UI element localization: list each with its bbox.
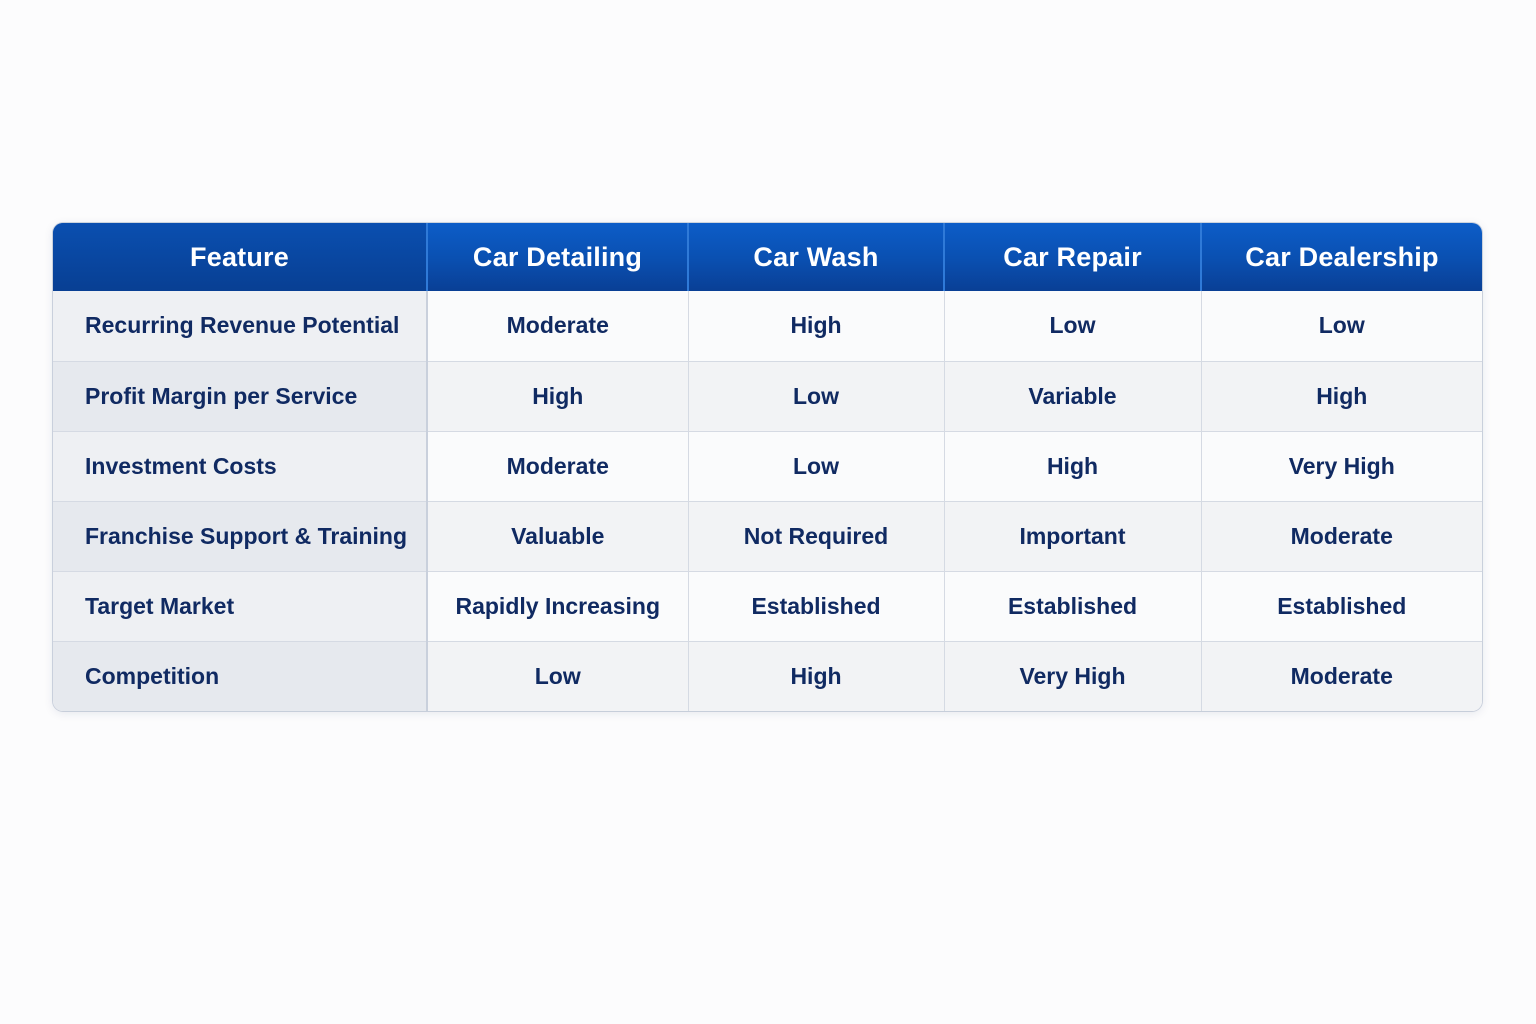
table-header-row (53, 223, 1482, 291)
header-cell-car-repair: Car Repair (944, 223, 1201, 291)
header-cell-car-detailing: Car Detailing (427, 223, 688, 291)
feature-label: Profit Margin per Service (53, 361, 427, 431)
table-cell: High (688, 641, 944, 711)
table-cell: Valuable (427, 501, 688, 571)
table-cell: Low (944, 291, 1201, 361)
table-cell: High (427, 361, 688, 431)
table-cell: Established (944, 571, 1201, 641)
table-row (53, 291, 1482, 361)
table-cell: Low (427, 641, 688, 711)
table-cell: Very High (1201, 431, 1482, 501)
table-row (53, 361, 1482, 431)
feature-label: Recurring Revenue Potential (53, 291, 427, 361)
table-cell: Moderate (1201, 501, 1482, 571)
comparison-table (53, 223, 1482, 711)
table-cell: Low (688, 431, 944, 501)
table-cell: Variable (944, 361, 1201, 431)
table-row (53, 571, 1482, 641)
header-cell-car-wash: Car Wash (688, 223, 944, 291)
table-cell: Very High (944, 641, 1201, 711)
header-cell-feature: Feature (53, 223, 427, 291)
comparison-table-container (53, 223, 1482, 711)
table-cell: Moderate (427, 291, 688, 361)
table-cell: High (688, 291, 944, 361)
table-row (53, 431, 1482, 501)
table-cell: Low (688, 361, 944, 431)
table-cell: Low (1201, 291, 1482, 361)
table-cell: Not Required (688, 501, 944, 571)
table-cell: Established (688, 571, 944, 641)
feature-label: Investment Costs (53, 431, 427, 501)
table-cell: Important (944, 501, 1201, 571)
feature-label: Franchise Support & Training (53, 501, 427, 571)
table-cell: Rapidly Increasing (427, 571, 688, 641)
table-cell: Moderate (427, 431, 688, 501)
table-cell: High (944, 431, 1201, 501)
table-row (53, 501, 1482, 571)
table-row (53, 641, 1482, 711)
table-cell: Established (1201, 571, 1482, 641)
feature-label: Target Market (53, 571, 427, 641)
header-cell-car-dealership: Car Dealership (1245, 241, 1439, 272)
table-cell: High (1201, 361, 1482, 431)
feature-label: Competition (53, 641, 427, 711)
table-cell: Moderate (1201, 641, 1482, 711)
